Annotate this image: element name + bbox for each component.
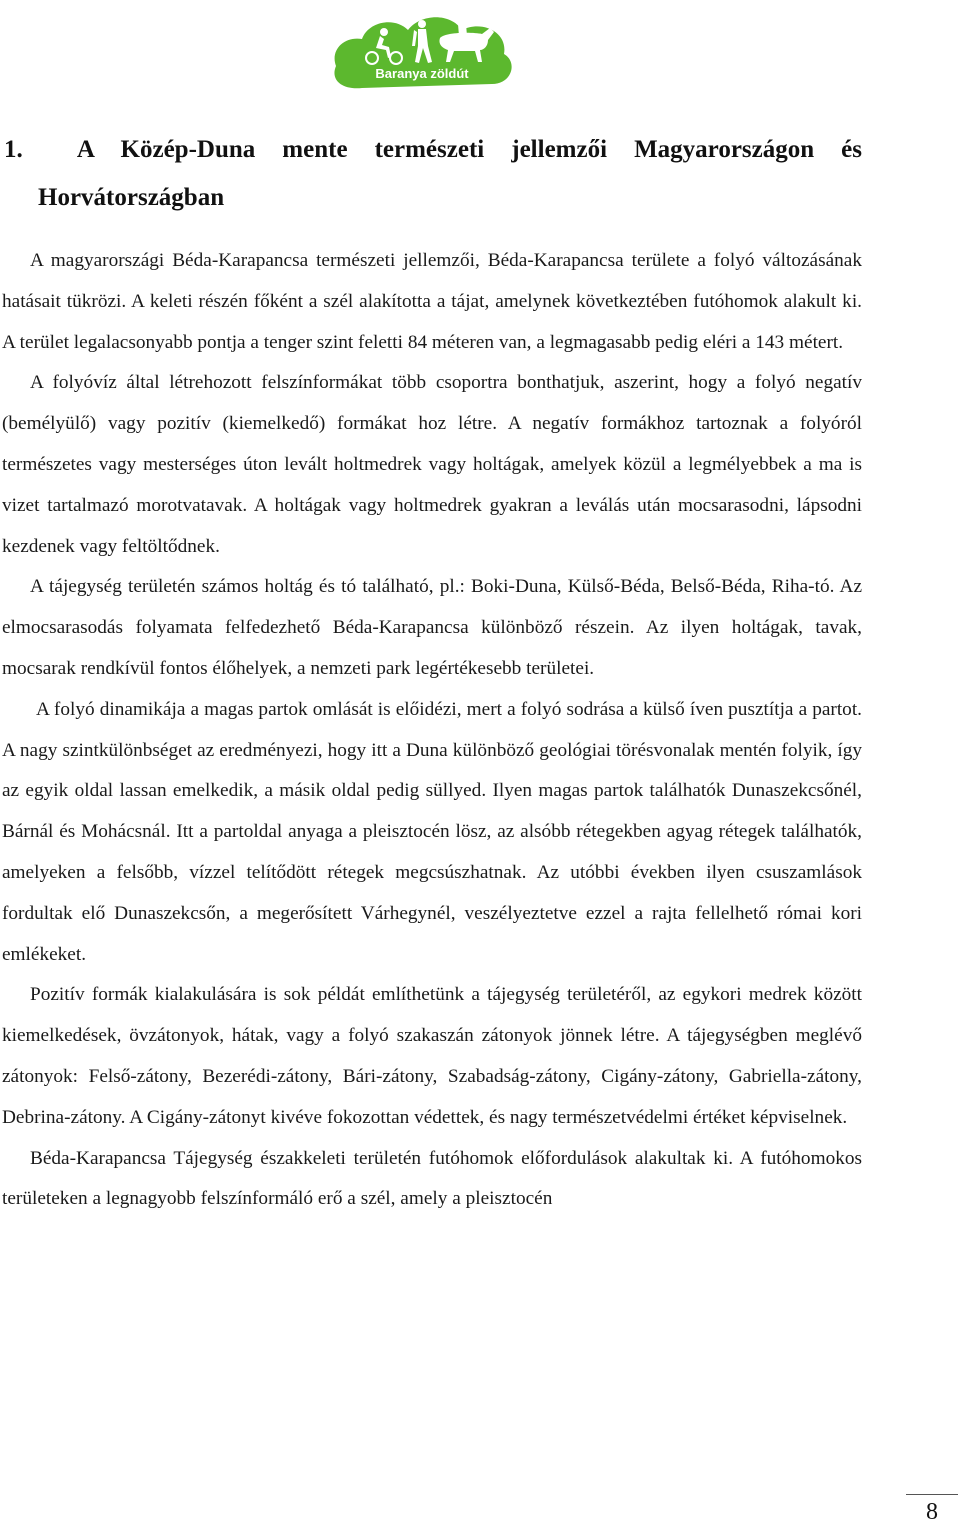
body-text <box>2 241 862 1220</box>
paragraph-3: A tájegység területén számos holtág és tó található, pl.: Boki-Duna, Külső-Béda, Belső-Béda, Riha-tó. Az elmocsarasodás folyamata felfedezhető Béda-Karapancsa különböző részein. Az ilyen holtágak, tavak, mocsarak rendkívül fontos élőhelyek, a nemzeti park legértékesebb területei. <box>2 576 862 679</box>
heading-line-2: Horvátországban <box>38 184 225 211</box>
baranya-zoldut-logo <box>322 6 522 98</box>
paragraph-5: Pozitív formák kialakulására is sok példát említhetünk a tájegység területéről, az egykori medrek között kiemelkedések, övzátonyok, hátak, vagy a folyó szakaszán zátonyok jönnek létre. A tájegységben meglévő zátonyok: Felső-zátony, Bezerédi-zátony, Bári-zátony, Szabadság-zátony, Cigány-zátony, Gabriella-zátony, Debrina-zátony. A Cigány-zátonyt kivéve fokozottan védettek, és nagy természetvédelmi értéket képviselnek. <box>2 984 862 1128</box>
heading-number: 1. <box>4 136 23 163</box>
paragraph-1: A magyarországi Béda-Karapancsa természeti jellemzői, Béda-Karapancsa területe a folyó változásának hatásait tükrözi. A keleti részén főként a szél alakította a tájat, amelynek következtében futóhomok alakult ki. A terület legalacsonyabb pontja a tenger szint feletti 84 méteren van, a legmagasabb pedig eléri a 143 métert. <box>2 250 862 353</box>
section-heading <box>4 126 862 222</box>
page-number-rule <box>906 1494 958 1495</box>
heading-line-1: A Közép-Duna mente természeti jellemzői Magyarországon és <box>76 136 862 163</box>
logo-text: Baranya zöldút <box>375 66 469 81</box>
paragraph-2: A folyóvíz által létrehozott felszínformákat több csoportra bonthatjuk, aszerint, hogy a folyó negatív (bemélyülő) vagy pozitív (kiemelkedő) formákat hoz létre. A negatív formákhoz tartoznak a folyóról természetes vagy mesterséges úton levált holtmedrek vagy holtágak, amelyek közül a legmélyebbek a ma is vizet tartalmazó morotvatavak. A holtágak vagy holtmedrek gyakran a leválás után mocsarasodni, lápsodni kezdenek vagy feltöltődnek. <box>2 372 862 557</box>
paragraph-6: Béda-Karapancsa Tájegység északkeleti területén futóhomok előfordulások alakultak ki. A futóhomokos területeken a legnagyobb felszínformáló erő a szél, amely a pleisztocén <box>2 1147 862 1210</box>
paragraph-4: A folyó dinamikája a magas partok omlását is előidézi, mert a folyó sodrása a külső íven pusztítja a partot. A nagy szintkülönbséget az eredményezi, hogy itt a Duna különböző geológiai törésvonalak mentén folyik, így az egyik oldal lassan emelkedik, a másik oldal pedig süllyed. Ilyen magas partok találhatók Dunaszekcsőnél, Bárnál és Mohácsnál. Itt a partoldal anyaga a pleisztocén lösz, az alsóbb rétegekben agyag rétegek találhatók, amelyeken a felsőbb, vízzel telítődött rétegek megcsúszhatnak. Az utóbbi években ilyen csuszamlások fordultak elő Dunaszekcsőn, a megerősített Várhegynél, veszélyeztetve ezzel a rajta fellelhető római kori emlékeket. <box>2 698 862 965</box>
logo-graphic <box>322 6 522 98</box>
page-number: 8 <box>926 1499 938 1525</box>
